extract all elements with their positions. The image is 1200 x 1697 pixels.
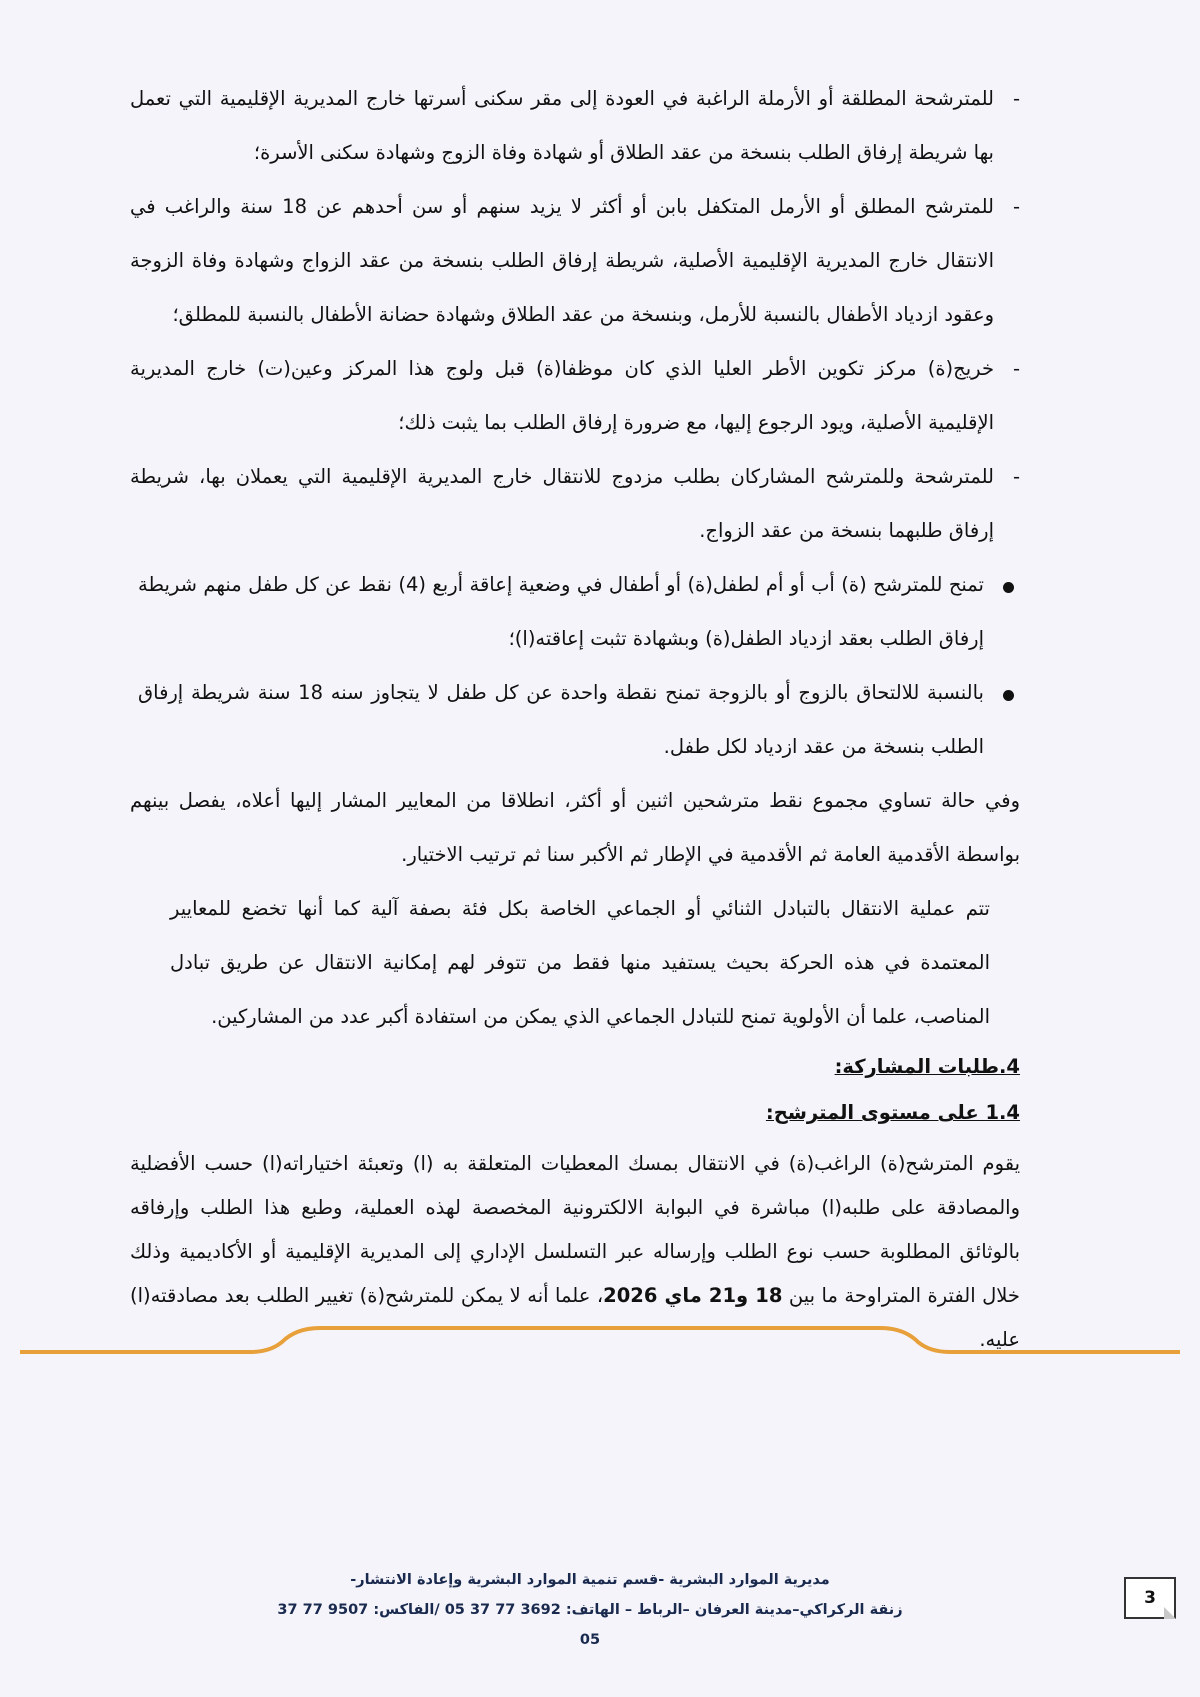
footer-line-1: مديرية الموارد البشرية -قسم تنمية الموارد البشرية وإعادة الانتشار- <box>350 1572 830 1588</box>
list-item <box>130 450 1020 558</box>
final-paragraph-text: يقوم المترشح(ة) الراغب(ة) في الانتقال بمسك المعطيات المتعلقة به (ا) وتعبئة اختياراته(ا) حسب الأفضلية والمصادقة على طلبه(ا) مباشرة في البوابة الالكترونية المخصصة لهذه العملية، وطبع هذا الطلب وإرفاقه بالوثائق المطلوبة حسب نوع الطلب وإرساله عبر التسلسل الإداري إلى المديرية الإقليمية أو الأكاديمية وذلك خلال الفترة المتراوحة ما بين <box>130 1152 1020 1307</box>
page-number-text: 3 <box>1144 1588 1156 1608</box>
bullet-item <box>138 666 984 774</box>
footer-curve <box>20 1328 1180 1352</box>
list-item <box>130 72 1020 180</box>
dash-marker: - <box>1012 465 1020 488</box>
page-number <box>1124 1577 1176 1619</box>
exchange-paragraph: تتم عملية الانتقال بالتبادل الثنائي أو الجماعي الخاصة بكل فئة بصفة آلية كما أنها تخضع للمعايير المعتمدة في هذه الحركة بحيث يستفيد منها فقط من تتوفر لهم إمكانية الانتقال عن طريق تبادل المناصب، علما أن الأولوية تمنح للتبادل الجماعي الذي يمكن من استفادة أكبر عدد من المشاركين. <box>170 897 990 1028</box>
footer-decorative-line <box>0 1308 1200 1368</box>
footer <box>270 1565 910 1655</box>
bullet-dot-icon <box>1003 582 1014 593</box>
footer-line-2: زنقة الركراكي–مدينة العرفان –الرباط – الهاتف: 3692 77 37 05 /الفاكس: 9507 77 37 05 <box>277 1602 903 1648</box>
page-corner-fold-icon <box>1164 1607 1176 1619</box>
page-body <box>130 72 1020 1362</box>
final-paragraph-tail: ، علما أنه لا يمكن للمترشح(ة) تغيير الطلب بعد مصادقته(ا) عليه. <box>130 1284 1020 1351</box>
dash-marker: - <box>1012 87 1020 110</box>
list-item-text: للمترشح المطلق أو الأرمل المتكفل بابن أو أكثر لا يزيد سنهم أو سن أحدهم عن 18 سنة والراغب في الانتقال خارج المديرية الإقليمية الأصلية، شريطة إرفاق الطلب بنسخة من عقد الزواج وشهادة وفاة الزوجة وعقود ازدياد الأطفال بالنسبة للأرمل، وبنسخة من عقد الطلاق وشهادة حضانة الأطفال بالنسبة للمطلق؛ <box>130 195 994 326</box>
section-heading: 4.طلبات المشاركة: <box>834 1055 1020 1078</box>
bullet-dot-icon <box>1003 690 1014 701</box>
dash-marker: - <box>1012 357 1020 380</box>
list-item-text: للمترشحة المطلقة أو الأرملة الراغبة في العودة إلى مقر سكنى أسرتها خارج المديرية الإقليمية التي تعمل بها شريطة إرفاق الطلب بنسخة من عقد الطلاق أو شهادة وفاة الزوج وشهادة سكنى الأسرة؛ <box>130 87 994 164</box>
final-paragraph-dates: 18 و21 ماي 2026 <box>603 1284 783 1307</box>
list-item <box>130 180 1020 342</box>
list-item <box>130 342 1020 450</box>
list-item-text: خريج(ة) مركز تكوين الأطر العليا الذي كان موظفا(ة) قبل ولوج هذا المركز وعين(ت) خارج المديرية الإقليمية الأصلية، ويود الرجوع إليها، مع ضرورة إرفاق الطلب بما يثبت ذلك؛ <box>130 357 994 434</box>
tie-paragraph: وفي حالة تساوي مجموع نقط مترشحين اثنين أو أكثر، انطلاقا من المعايير المشار إليها أعلاه، يفصل بينهم بواسطة الأقدمية العامة ثم الأقدمية في الإطار ثم الأكبر سنا ثم ترتيب الاختيار. <box>130 789 1020 866</box>
bullet-item-text: بالنسبة للالتحاق بالزوج أو بالزوجة تمنح نقطة واحدة عن كل طفل لا يتجاوز سنه 18 سنة شريطة إرفاق الطلب بنسخة من عقد ازدياد لكل طفل. <box>138 681 984 758</box>
bullet-item <box>138 558 984 666</box>
subsection-heading: 1.4 على مستوى المترشح: <box>765 1101 1020 1124</box>
list-item-text: للمترشحة وللمترشح المشاركان بطلب مزدوج للانتقال خارج المديرية الإقليمية التي يعملان بها، شريطة إرفاق طلبهما بنسخة من عقد الزواج. <box>130 465 994 542</box>
bullet-item-text: تمنح للمترشح (ة) أب أو أم لطفل(ة) أو أطفال في وضعية إعاقة أربع (4) نقط عن كل طفل منهم شريطة إرفاق الطلب بعقد ازدياد الطفل(ة) وبشهادة تثبت إعاقته(ا)؛ <box>138 573 984 650</box>
dash-marker: - <box>1012 195 1020 218</box>
